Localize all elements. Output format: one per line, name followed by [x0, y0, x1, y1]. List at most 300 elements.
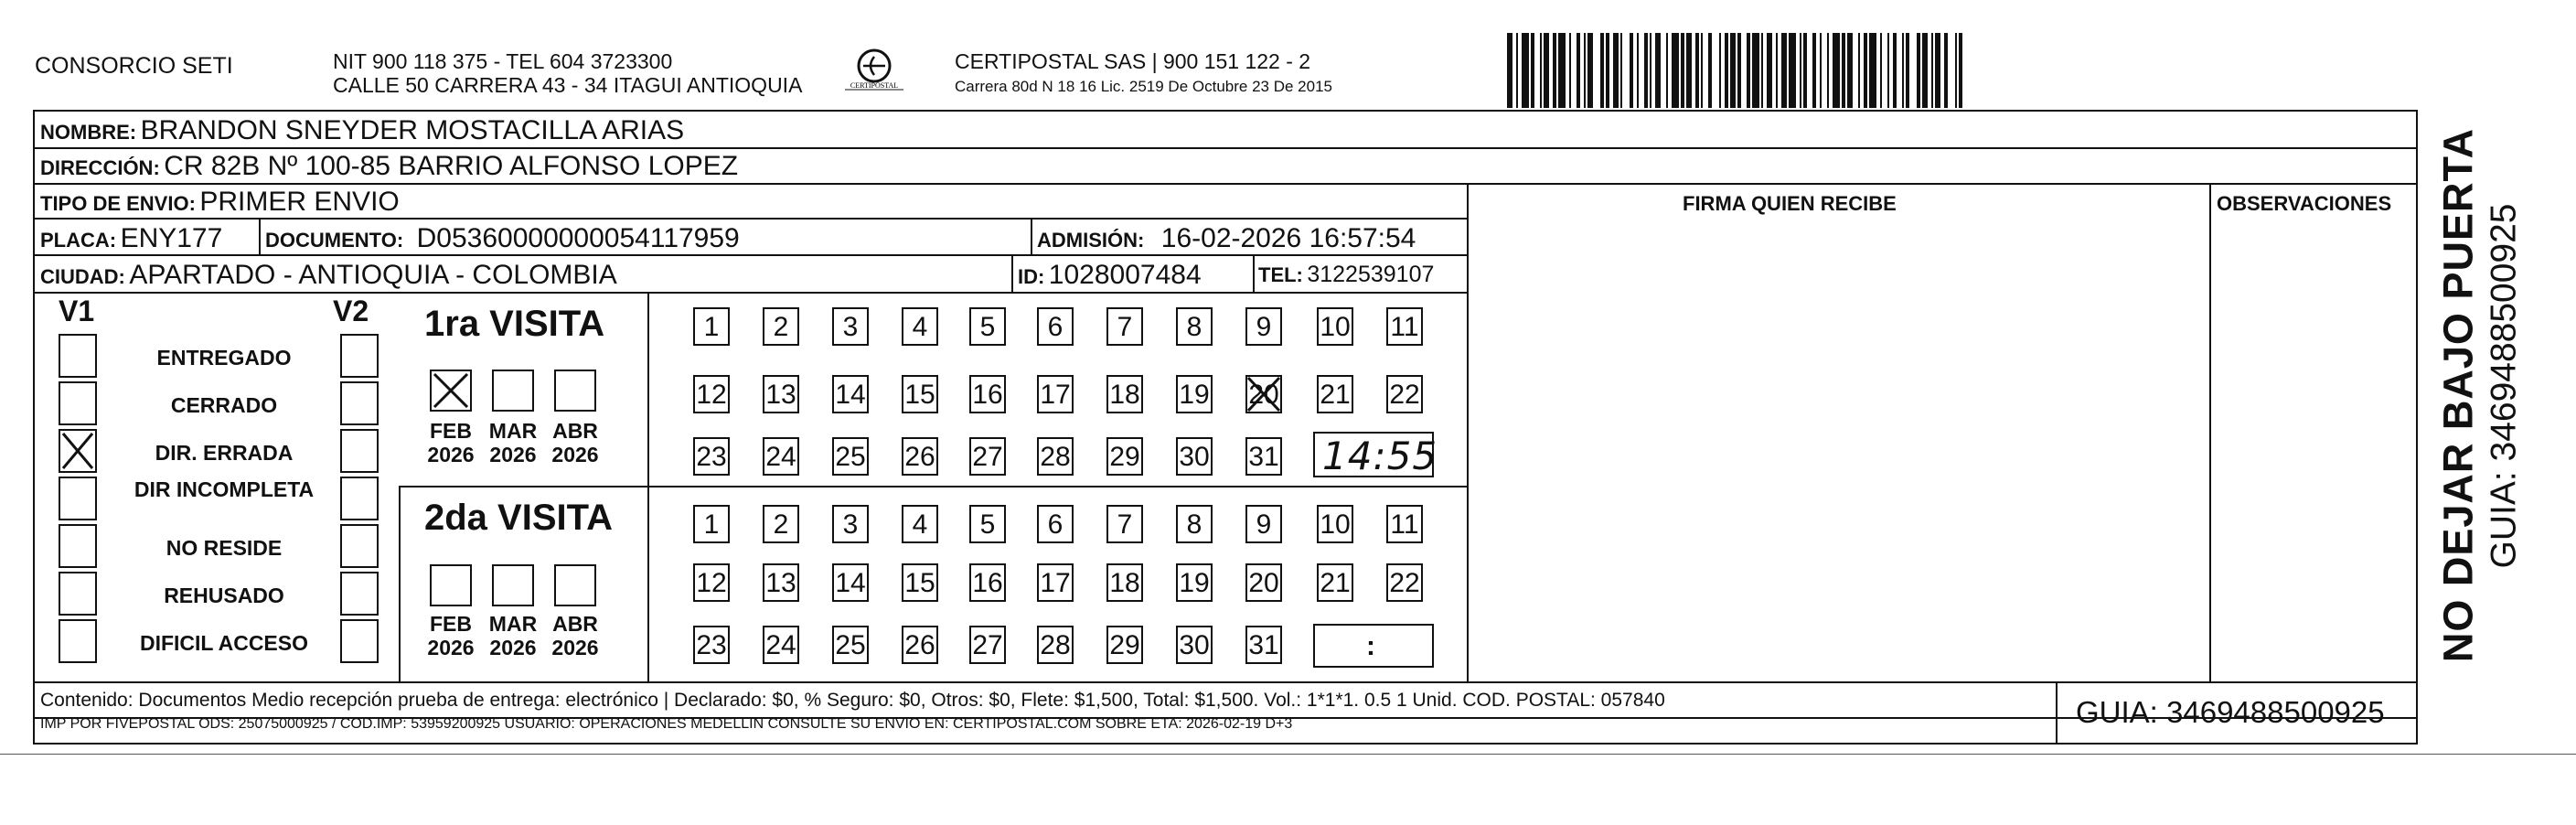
- barcode-bar: [1650, 33, 1651, 108]
- row-divider-5: [33, 292, 1467, 294]
- day-number: 25: [835, 442, 866, 472]
- barcode-bar: [1761, 33, 1763, 108]
- day-number: 11: [1390, 509, 1419, 540]
- direccion-row: [40, 153, 738, 180]
- barcode-bar: [1944, 33, 1948, 108]
- visit1-day-23[interactable]: [693, 437, 730, 476]
- svg-text:CERTIPOSTAL: CERTIPOSTAL: [850, 81, 899, 90]
- address-line: CALLE 50 CARRERA 43 - 34 ITAGUI ANTIOQUIA: [333, 73, 803, 97]
- visit2-day-22[interactable]: [1386, 563, 1423, 602]
- day-number: 31: [1248, 442, 1279, 472]
- barcode-bar: [1820, 33, 1822, 108]
- visit2-day-14[interactable]: [832, 563, 869, 602]
- visit1-day-15[interactable]: [902, 375, 938, 413]
- guia-footer: GUIA: 3469488500925: [2076, 695, 2385, 729]
- direccion-label: DIRECCIÓN:: [40, 156, 160, 179]
- day-number: 29: [1109, 442, 1140, 472]
- barcode-bar: [1917, 33, 1920, 108]
- day-number: 19: [1179, 568, 1210, 598]
- visit2-month-label-3: [543, 612, 607, 660]
- nit-line: NIT 900 118 375 - TEL 604 3723300: [333, 49, 673, 73]
- day-number: 1: [703, 312, 720, 342]
- nombre-value: BRANDON SNEYDER MOSTACILLA ARIAS: [140, 115, 685, 145]
- barcode-bar: [1842, 33, 1845, 108]
- day-number: 4: [912, 509, 928, 540]
- visit1-day-28[interactable]: [1037, 437, 1074, 476]
- certipostal-logo: [839, 46, 909, 101]
- day-number: 16: [972, 380, 1003, 410]
- company-name: CONSORCIO SETI: [35, 53, 233, 79]
- day-number: 13: [765, 568, 796, 598]
- visit1-month-checkbox-3[interactable]: [554, 370, 596, 412]
- v2-checkbox-7[interactable]: [340, 619, 379, 663]
- visit1-day-30[interactable]: [1176, 437, 1213, 476]
- day-number: 23: [696, 630, 727, 660]
- barcode-bar: [1847, 33, 1853, 108]
- day-number: 7: [1117, 312, 1133, 342]
- barcode-bar: [1858, 33, 1860, 108]
- visit2-day-18[interactable]: [1106, 563, 1143, 602]
- top-border: [33, 110, 2418, 112]
- month-year: 2026: [551, 443, 599, 467]
- visit1-day-9[interactable]: [1245, 307, 1282, 346]
- barcode-bar: [1959, 33, 1962, 108]
- visit1-day-5[interactable]: [969, 307, 1006, 346]
- firma-header: FIRMA QUIEN RECIBE: [1683, 192, 1897, 215]
- day-number: 18: [1109, 380, 1140, 410]
- side-guia: GUIA: 3469488500925: [2484, 203, 2524, 569]
- visit1-day-21[interactable]: [1317, 375, 1353, 413]
- visit1-title: 1ra VISITA: [424, 304, 605, 344]
- visit2-left-divider: [399, 486, 401, 681]
- visit2-day-23[interactable]: [693, 626, 730, 664]
- visit1-month-label-2: [481, 419, 545, 467]
- barcode-bar: [1730, 33, 1736, 108]
- firma-left-divider: [1467, 183, 1469, 683]
- barcode-bar: [1906, 33, 1909, 108]
- barcode-bar: [1880, 33, 1882, 108]
- visit2-day-16[interactable]: [969, 563, 1006, 602]
- barcode-bar: [1737, 33, 1741, 108]
- tel-value: 3122539107: [1307, 262, 1435, 287]
- day-number: 3: [842, 312, 859, 342]
- barcode-bar: [1869, 33, 1876, 108]
- status-label: DIR. ERRADA: [155, 441, 294, 465]
- barcode-bar: [1864, 33, 1867, 108]
- tipo-envio-label: TIPO DE ENVIO:: [40, 192, 196, 215]
- left-border: [33, 110, 35, 745]
- id-row: [1018, 262, 1202, 289]
- visit2-day-7[interactable]: [1106, 505, 1143, 543]
- month-name: MAR: [488, 612, 538, 636]
- barcode-bar: [1544, 33, 1549, 108]
- visit1-day-14[interactable]: [832, 375, 869, 413]
- admision-divider: [1031, 218, 1032, 254]
- day-number: 6: [1047, 509, 1064, 540]
- day-number: 27: [972, 442, 1003, 472]
- month-name: ABR: [552, 419, 598, 443]
- barcode-bar: [1931, 33, 1933, 108]
- ciudad-label: CIUDAD:: [40, 265, 125, 288]
- month-name: ABR: [552, 612, 598, 636]
- barcode-bar: [1681, 33, 1684, 108]
- barcode-bar: [1507, 33, 1512, 108]
- v2-checkbox-3[interactable]: [340, 429, 379, 473]
- barcode-bar: [1695, 33, 1699, 108]
- barcode-bar: [1708, 33, 1712, 108]
- visit2-day-30[interactable]: [1176, 626, 1213, 664]
- status-label: ENTREGADO: [156, 346, 292, 370]
- visit2-day-26[interactable]: [902, 626, 938, 664]
- x-mark-icon: [432, 398, 470, 413]
- contenido-line: Contenido: Documentos Medio recepción prueba de entrega: electrónico | Declarado: $0, % Seguro: $0, Otros: $0, Flete: $1,500, Total: $1,500. Vol.: 1*1*1. 0.5 1 Unid. COD. POSTAL: 057840: [40, 690, 1665, 711]
- visit2-month-checkbox-3[interactable]: [554, 564, 596, 606]
- barcode-bar: [1752, 33, 1759, 108]
- visit2-day-11[interactable]: [1386, 505, 1423, 543]
- v1-checkbox-7[interactable]: [59, 619, 97, 663]
- v2-checkbox-5[interactable]: [340, 524, 379, 568]
- barcode-bar: [1803, 33, 1807, 108]
- day-number: 28: [1040, 630, 1071, 660]
- nombre-row: [40, 117, 684, 145]
- day-number: 22: [1389, 380, 1420, 410]
- row-divider-4: [33, 254, 1467, 256]
- right-border: [2416, 110, 2418, 745]
- day-number: 18: [1109, 568, 1140, 598]
- visit1-day-11[interactable]: [1386, 307, 1423, 346]
- certipostal-line1: CERTIPOSTAL SAS | 900 151 122 - 2: [955, 49, 1311, 73]
- tel-row: [1258, 263, 1434, 286]
- day-number: 14: [835, 568, 866, 598]
- direccion-value: CR 82B Nº 100-85 BARRIO ALFONSO LOPEZ: [164, 151, 739, 181]
- barcode-bar: [1747, 33, 1750, 108]
- tel-divider: [1253, 254, 1255, 292]
- status-label: DIFICIL ACCESO: [139, 631, 308, 655]
- status-label: REHUSADO: [164, 584, 284, 607]
- nombre-label: NOMBRE:: [40, 121, 137, 144]
- v1-checkbox-5[interactable]: [59, 524, 97, 568]
- month-year: 2026: [427, 636, 475, 660]
- visit2-day-20[interactable]: [1245, 563, 1282, 602]
- barcode-bar: [1558, 33, 1566, 108]
- day-number: 16: [972, 568, 1003, 598]
- visit1-day-26[interactable]: [902, 437, 938, 476]
- barcode-bar: [1516, 33, 1518, 108]
- visit2-month-label-1: [419, 612, 483, 660]
- barcode-bar: [1955, 33, 1957, 108]
- day-number: 4: [912, 312, 928, 342]
- visit-row-divider: [399, 486, 1467, 488]
- no-dejar-bajo-puerta: NO DEJAR BAJO PUERTA: [2434, 127, 2482, 663]
- day-number: 26: [904, 630, 935, 660]
- visit2-day-10[interactable]: [1317, 505, 1353, 543]
- visit2-day-9[interactable]: [1245, 505, 1282, 543]
- visit2-day-3[interactable]: [832, 505, 869, 543]
- visit1-time-box[interactable]: [1313, 432, 1438, 478]
- day-number: 21: [1320, 568, 1351, 598]
- day-number: 24: [765, 442, 796, 472]
- barcode-bar: [1577, 33, 1580, 108]
- day-number: 28: [1040, 442, 1071, 472]
- visit1-day-7[interactable]: [1106, 307, 1143, 346]
- admision-value: 16-02-2026 16:57:54: [1160, 223, 1416, 253]
- visit1-day-3[interactable]: [832, 307, 869, 346]
- documento-value: D05360000000054117959: [416, 223, 740, 253]
- x-mark-icon: [60, 459, 95, 475]
- status-label: CERRADO: [170, 393, 278, 417]
- day-number: 2: [773, 312, 789, 342]
- barcode-bar: [1922, 33, 1928, 108]
- v2-checkbox-6[interactable]: [340, 572, 379, 616]
- day-number: 30: [1179, 442, 1210, 472]
- status-label: DIR INCOMPLETA: [134, 477, 315, 501]
- visit2-day-2[interactable]: [763, 505, 799, 543]
- day-number: 20: [1248, 568, 1279, 598]
- barcode-bar: [1719, 33, 1721, 108]
- visit1-day-1[interactable]: [693, 307, 730, 346]
- visit2-day-13[interactable]: [763, 563, 799, 602]
- visit1-day-17[interactable]: [1037, 375, 1074, 413]
- day-number: 26: [904, 442, 935, 472]
- barcode-bar: [1672, 33, 1679, 108]
- visit2-day-8[interactable]: [1176, 505, 1213, 543]
- day-number: 10: [1320, 509, 1351, 540]
- day-number: 21: [1320, 380, 1351, 410]
- day-number: 9: [1256, 509, 1272, 540]
- v1-checkbox-4[interactable]: [59, 477, 97, 520]
- visit2-month-checkbox-2[interactable]: [492, 564, 534, 606]
- visit1-month-checkbox-2[interactable]: [492, 370, 534, 412]
- visit1-month-label-3: [543, 419, 607, 467]
- barcode-bar: [1935, 33, 1940, 108]
- visit2-day-21[interactable]: [1317, 563, 1353, 602]
- visit1-day-10[interactable]: [1317, 307, 1353, 346]
- day-number: 24: [765, 630, 796, 660]
- documento-row: [265, 225, 740, 252]
- visit2-day-28[interactable]: [1037, 626, 1074, 664]
- v2-checkbox-2[interactable]: [340, 381, 379, 425]
- day-number: 14: [835, 380, 866, 410]
- barcode-bar: [1686, 33, 1692, 108]
- visit1-day-25[interactable]: [832, 437, 869, 476]
- day-number: 10: [1320, 312, 1351, 342]
- v1-checkbox-6[interactable]: [59, 572, 97, 616]
- placa-divider: [259, 218, 261, 254]
- barcode-bar: [1666, 33, 1668, 108]
- v1-checkbox-2[interactable]: [59, 381, 97, 425]
- barcode-bar: [1767, 33, 1772, 108]
- barcode-bar: [1902, 33, 1904, 108]
- day-number: 12: [696, 568, 727, 598]
- visit2-month-checkbox-1[interactable]: [430, 564, 472, 606]
- id-divider: [1011, 254, 1013, 292]
- visit2-day-25[interactable]: [832, 626, 869, 664]
- v1-label: V1: [59, 295, 95, 327]
- barcode-bar: [1620, 33, 1622, 108]
- visit1-month-label-1: [419, 419, 483, 467]
- visit1-day-12[interactable]: [693, 375, 730, 413]
- visit2-day-27[interactable]: [969, 626, 1006, 664]
- day-number: 2: [773, 509, 789, 540]
- day-number: 27: [972, 630, 1003, 660]
- v2-checkbox-1[interactable]: [340, 334, 379, 378]
- visit2-day-24[interactable]: [763, 626, 799, 664]
- row-divider-3: [33, 218, 1467, 220]
- visit2-day-6[interactable]: [1037, 505, 1074, 543]
- status-label: NO RESIDE: [166, 536, 283, 560]
- day-number: 29: [1109, 630, 1140, 660]
- placa-label: PLACA:: [40, 229, 117, 252]
- day-number: 7: [1117, 509, 1133, 540]
- visit1-day-31[interactable]: [1245, 437, 1282, 476]
- visit1-day-19[interactable]: [1176, 375, 1213, 413]
- day-number: 19: [1179, 380, 1210, 410]
- barcode-bar: [1725, 33, 1728, 108]
- certipostal-line2: Carrera 80d N 18 16 Lic. 2519 De Octubre 23 De 2015: [955, 78, 1332, 95]
- day-number: 20: [1248, 380, 1279, 410]
- visit1-day-22[interactable]: [1386, 375, 1423, 413]
- barcode-bar: [1553, 33, 1556, 108]
- day-number: 1: [703, 509, 720, 540]
- visit2-day-15[interactable]: [902, 563, 938, 602]
- footer-bottom-border: [33, 743, 2418, 745]
- visit2-title: 2da VISITA: [424, 498, 613, 538]
- footer-top-border: [33, 681, 2418, 683]
- barcode-bar: [1600, 33, 1604, 108]
- visit1-day-4[interactable]: [902, 307, 938, 346]
- visit2-day-12[interactable]: [693, 563, 730, 602]
- visit1-day-18[interactable]: [1106, 375, 1143, 413]
- visit2-day-1[interactable]: [693, 505, 730, 543]
- barcode-bar: [1606, 33, 1609, 108]
- day-number: 17: [1040, 568, 1071, 598]
- x-mark-icon: [1245, 375, 1282, 423]
- row-divider-2: [33, 183, 2418, 185]
- day-number: 8: [1186, 312, 1202, 342]
- barcode-bar: [1613, 33, 1619, 108]
- barcode-bar: [1540, 33, 1542, 108]
- month-name: FEB: [430, 419, 472, 443]
- imp-line: IMP POR FIVEPOSTAL ODS: 25075000925 / COD.IMP: 53959200925 USUARIO: OPERACIONES MEDELLIN CONSULTE SU ENVIO EN: CERTIPOSTAL.COM SOBRE ETA: 2026-02-19 D+3: [40, 716, 1293, 732]
- v2-label: V2: [333, 295, 369, 327]
- visit2-time-box[interactable]: [1313, 624, 1434, 668]
- month-year: 2026: [551, 636, 599, 660]
- month-year: 2026: [489, 636, 537, 660]
- visit2-month-label-2: [481, 612, 545, 660]
- barcode: [1507, 33, 2220, 108]
- visit1-day-6[interactable]: [1037, 307, 1074, 346]
- day-number: 9: [1256, 312, 1272, 342]
- guia-box-divider: [2056, 681, 2058, 745]
- visit2-day-19[interactable]: [1176, 563, 1213, 602]
- observaciones-left-divider: [2209, 183, 2211, 683]
- visit1-month-checkbox-1[interactable]: [430, 370, 472, 412]
- admision-row: [1037, 225, 1416, 252]
- tel-label: TEL:: [1258, 263, 1303, 286]
- placa-value: ENY177: [120, 223, 223, 253]
- day-number: 8: [1186, 509, 1202, 540]
- day-number: 31: [1248, 630, 1279, 660]
- ciudad-row: [40, 262, 617, 289]
- visit1-day-27[interactable]: [969, 437, 1006, 476]
- visit2-time: :: [1366, 631, 1375, 661]
- barcode-bar: [1644, 33, 1648, 108]
- barcode-bar: [1569, 33, 1571, 108]
- month-year: 2026: [489, 443, 537, 467]
- tipo-envio-row: [40, 188, 400, 216]
- visit2-day-29[interactable]: [1106, 626, 1143, 664]
- barcode-bar: [1522, 33, 1529, 108]
- id-label: ID:: [1018, 265, 1045, 288]
- month-year: 2026: [427, 443, 475, 467]
- barcode-bar: [1637, 33, 1639, 108]
- day-number: 6: [1047, 312, 1064, 342]
- day-number: 30: [1179, 630, 1210, 660]
- barcode-bar: [1701, 33, 1703, 108]
- day-number: 22: [1389, 568, 1420, 598]
- certipostal-logo-icon: [839, 46, 909, 101]
- admision-label: ADMISIÓN:: [1037, 229, 1145, 252]
- v1-checkbox-1[interactable]: [59, 334, 97, 378]
- ciudad-value: APARTADO - ANTIOQUIA - COLOMBIA: [129, 260, 617, 290]
- day-number: 5: [979, 312, 996, 342]
- visit2-day-4[interactable]: [902, 505, 938, 543]
- documento-label: DOCUMENTO:: [265, 229, 404, 252]
- v1-checkbox-3[interactable]: [59, 429, 97, 473]
- visit1-time: 14:55: [1322, 434, 1438, 478]
- day-number: 12: [696, 380, 727, 410]
- day-number: 17: [1040, 380, 1071, 410]
- day-number: 13: [765, 380, 796, 410]
- placa-row: [40, 225, 222, 252]
- barcode-bar: [1800, 33, 1801, 108]
- barcode-bar: [1789, 33, 1796, 108]
- barcode-bar: [1812, 33, 1816, 108]
- observaciones-header: OBSERVACIONES: [2217, 192, 2392, 215]
- day-number: 25: [835, 630, 866, 660]
- barcode-bar: [1655, 33, 1661, 108]
- visit2-day-31[interactable]: [1245, 626, 1282, 664]
- visit1-day-8[interactable]: [1176, 307, 1213, 346]
- month-name: MAR: [488, 419, 538, 443]
- id-value: 1028007484: [1048, 260, 1202, 290]
- visit1-day-24[interactable]: [763, 437, 799, 476]
- month-name: FEB: [430, 612, 472, 636]
- tipo-envio-value: PRIMER ENVIO: [199, 187, 400, 217]
- v2-checkbox-4[interactable]: [340, 477, 379, 520]
- day-number: 15: [904, 568, 935, 598]
- visit1-day-20[interactable]: [1245, 375, 1282, 413]
- visit1-day-16[interactable]: [969, 375, 1006, 413]
- day-number: 3: [842, 509, 859, 540]
- visit1-day-29[interactable]: [1106, 437, 1143, 476]
- visit2-day-17[interactable]: [1037, 563, 1074, 602]
- day-number: 5: [979, 509, 996, 540]
- barcode-bar: [1893, 33, 1897, 108]
- visit2-day-5[interactable]: [969, 505, 1006, 543]
- row-divider-1: [33, 147, 2418, 149]
- barcode-bar: [1833, 33, 1840, 108]
- barcode-bar: [1827, 33, 1829, 108]
- day-number: 11: [1390, 312, 1419, 342]
- barcode-bar: [1531, 33, 1534, 108]
- fold-line: [0, 754, 2576, 755]
- barcode-bar: [1776, 33, 1778, 108]
- day-number: 15: [904, 380, 935, 410]
- visit1-day-2[interactable]: [763, 307, 799, 346]
- visit1-day-13[interactable]: [763, 375, 799, 413]
- barcode-bar: [1630, 33, 1633, 108]
